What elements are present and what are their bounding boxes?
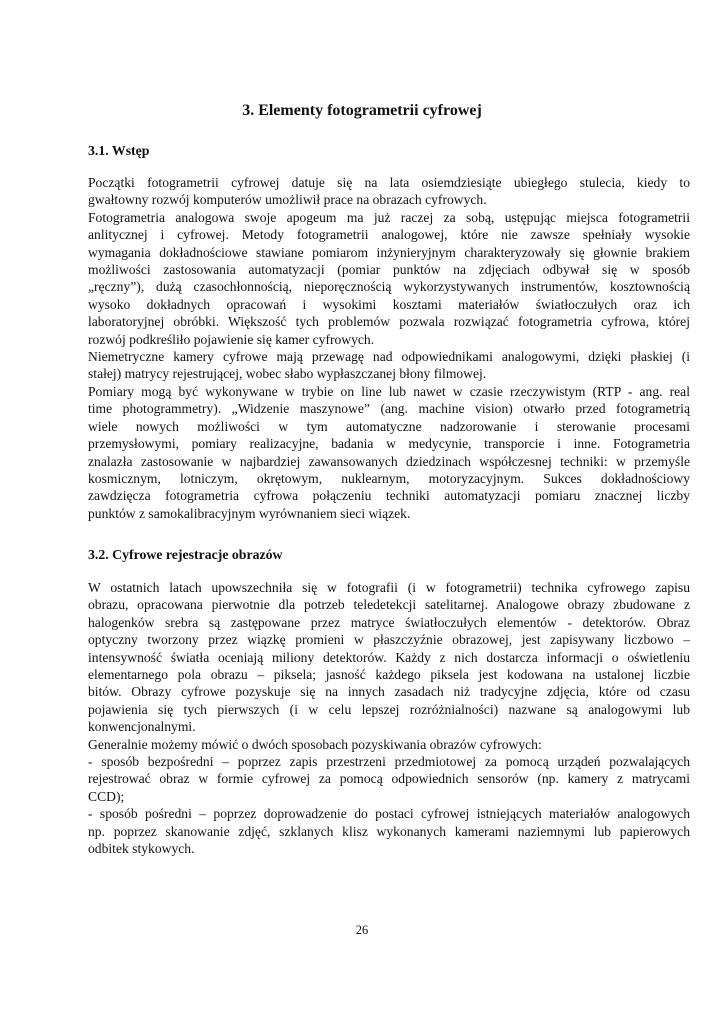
text-line: W ostatnich latach upowszechniła się w fotografii (i w fotogrametrii) technika cyfrowego zapisu	[88, 580, 690, 595]
text-line: wiele nowych możliwości w tym automatyczne nadzorowanie i sterowanie procesami	[88, 418, 690, 434]
text-line: stałej) matrycy rejestrującej, wobec słabo wypłaszczanej błony filmowej.	[88, 366, 487, 382]
text-line: laboratoryjnej obróbki. Większość tych problemów pozwala rozwiązać fotogrametria cyfrowa, której	[88, 314, 690, 330]
text-line: możliwości zastosowania automatyzacji (pomiar punktów na zdjęciach odbywał się w sposób	[88, 262, 690, 278]
text-line: odbitek stykowych.	[88, 841, 195, 857]
text-line: punktów z samokalibracyjnym wyrównaniem sieci wiązek.	[88, 505, 411, 521]
text-line: Początki fotogrametrii cyfrowej datuje się na lata osiemdziesiąte ubiegłego stulecia, kiedy to	[88, 175, 690, 190]
text-line: halogenków srebra są zastępowane przez matryce światłoczułych elementów - detektorów. Obraz	[88, 614, 690, 630]
section-heading-digital-image-capture: 3.2. Cyfrowe rejestracje obrazów	[88, 547, 283, 562]
text-line: Fotogrametria analogowa swoje apogeum ma już raczej za sobą, ustępując miejsca fotogrametrii	[88, 209, 690, 225]
text-line: time photogrammetry). „Widzenie maszynowe” (ang. machine vision) otwarło przed fotogrametrią	[88, 401, 690, 417]
text-line: intensywność światła oceniają miliony detektorów. Każdy z nich dostarcza informacji o oświetleniu	[88, 649, 690, 665]
chapter-title: 3. Elementy fotogrametrii cyfrowej	[242, 102, 482, 119]
text-line: „ręczny”), dużą czasochłonnością, nieporęcznością wykorzystywanych instrumentów, kosztownością	[88, 279, 690, 295]
section-heading-intro: 3.1. Wstęp	[88, 143, 150, 158]
text-line: - sposób bezpośredni – poprzez zapis przestrzeni przedmiotowej za pomocą urządeń pozwalających	[88, 754, 690, 770]
text-line: rejestrować obraz w formie cyfrowej za pomocą odpowiednich sensorów (np. kamery z matrycami	[88, 771, 690, 787]
text-line: znalazła zastosowanie w najbardziej zawansowanych dziedzinach współczesnej techniki: w przemyśle	[88, 453, 690, 469]
text-line: gwałtowny rozwój komputerów umożliwił prace na obrazach cyfrowych.	[88, 192, 487, 208]
text-line: kosmicznym, lotniczym, okrętowym, nuklearnym, motoryzacyjnym. Sukces dokładnościowy	[88, 470, 690, 486]
section-body-intro	[88, 174, 690, 522]
text-line: rozwój podkreśliło pojawienie się kamer cyfrowych.	[88, 331, 375, 347]
text-line: CCD);	[88, 788, 125, 804]
text-line: wymagania dokładnościowe stawiane pomiarom inżynieryjnym charakteryzowały się głownie brakiem	[88, 244, 690, 260]
text-line: zawdzięcza fotogrametria cyfrowa połączeniu techniki automatyzacji pomiaru znacznej liczby	[88, 488, 690, 504]
text-line: Generalnie możemy mówić o dwóch sposobach pozyskiwania obrazów cyfrowych:	[88, 736, 542, 752]
text-line: przemysłowymi, pomiary realizacyjne, badania w medycynie, transporcie i inne. Fotogrametria	[88, 436, 690, 452]
text-line: konwencjonalnymi.	[88, 719, 196, 735]
text-line: anlitycznej i cyfrowej. Metody fotogrametrii analogowej, które nie zawsze spełniały wysokie	[88, 227, 690, 243]
text-line: Niemetryczne kamery cyfrowe mają przewagę nad odpowiednikami analogowymi, dzięki płaskiej (i	[88, 349, 690, 365]
text-line: pojawienia się tych pierwszych (i w celu lepszej rozróżnialności) nazwane są analogowymi lub	[88, 701, 690, 717]
text-line: elementarnego pola obrazu – piksela; jasność każdego piksela jest kodowana na ustalonej liczbie	[88, 667, 690, 683]
page-number: 26	[355, 923, 369, 937]
text-line: optyczny tworzony przez wiązkę promieni w płaszczyźnie obrazowej, jest zapisywany liczbowo –	[88, 632, 690, 648]
text-line: Pomiary mogą być wykonywane w trybie on line lub nawet w czasie rzeczywistym (RTP - ang. real	[88, 383, 690, 399]
text-line: obrazu, opracowana pierwotnie dla potrzeb teledetekcji satelitarnej. Analogowe obrazy zbudowane z	[88, 597, 690, 613]
text-line: - sposób pośredni – poprzez doprowadzenie do postaci cyfrowej istniejących materiałów analogowych	[88, 806, 690, 822]
section-body-digital-image-capture	[88, 579, 690, 858]
text-line: np. poprzez skanowanie zdjęć, szklanych klisz wykonanych kamerami naziemnymi lub papierowych	[88, 823, 690, 839]
text-line: wysoko dokładnych opracowań i wysokimi kosztami materiałów światłoczułych oraz ich	[88, 296, 690, 312]
text-line: bitów. Obrazy cyfrowe pozyskuje się na innych zasadach niż tradycyjne zdjęcia, które od czasu	[88, 684, 690, 700]
